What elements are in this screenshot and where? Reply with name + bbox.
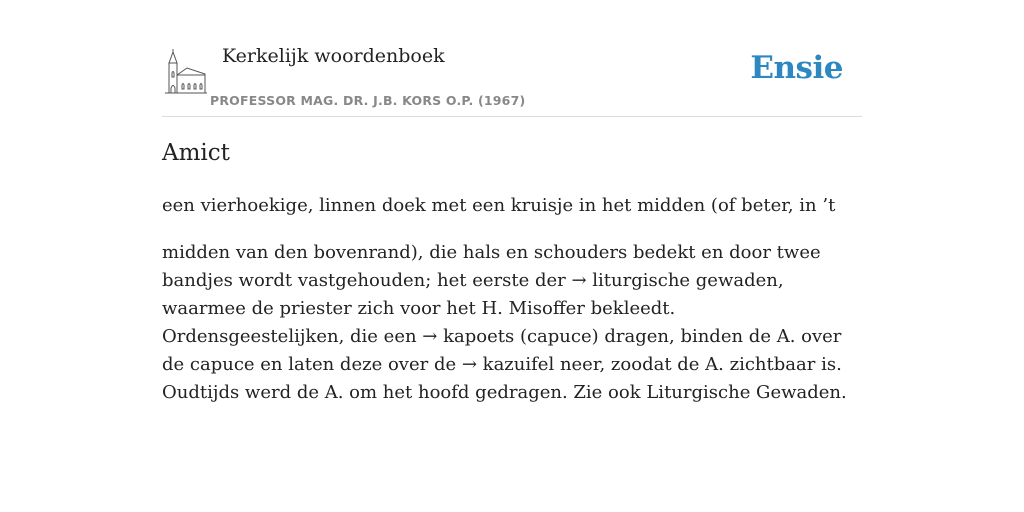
author-line: PROFESSOR MAG. DR. J.B. KORS O.P. (1967)	[210, 93, 526, 108]
ensie-logo[interactable]: Ensie	[750, 50, 843, 86]
book-title[interactable]: Kerkelijk woordenboek	[222, 45, 445, 67]
link-kapoets[interactable]: → kapoets	[422, 326, 515, 347]
entry-paragraph-2	[162, 239, 862, 407]
paragraph-text: midden van den bovenrand), die hals en schouders bedekt en door twee bandjes wordt vastgehouden; het eerste der	[162, 242, 821, 291]
paragraph-text: , waarmee de priester zich voor het H. Misoffer bekleedt. Ordensgeestelijken, die een	[162, 270, 784, 347]
entry-title: Amict	[162, 140, 230, 166]
link-liturgische-gewaden[interactable]: → liturgische gewaden	[571, 270, 778, 291]
paragraph-text: (capuce) dragen, binden de A. over de capuce en laten deze over de	[162, 326, 842, 375]
link-kazuifel[interactable]: → kazuifel	[461, 354, 555, 375]
entry-paragraph-1: een vierhoekige, linnen doek met een kruisje in het midden (of beter, in ’t	[162, 195, 836, 216]
header	[162, 40, 862, 117]
church-icon	[165, 49, 207, 95]
paragraph-text: neer, zoodat de A. zichtbaar is. Oudtijds werd de A. om het hoofd gedragen. Zie ook Liturgische Gewaden.	[162, 354, 847, 403]
